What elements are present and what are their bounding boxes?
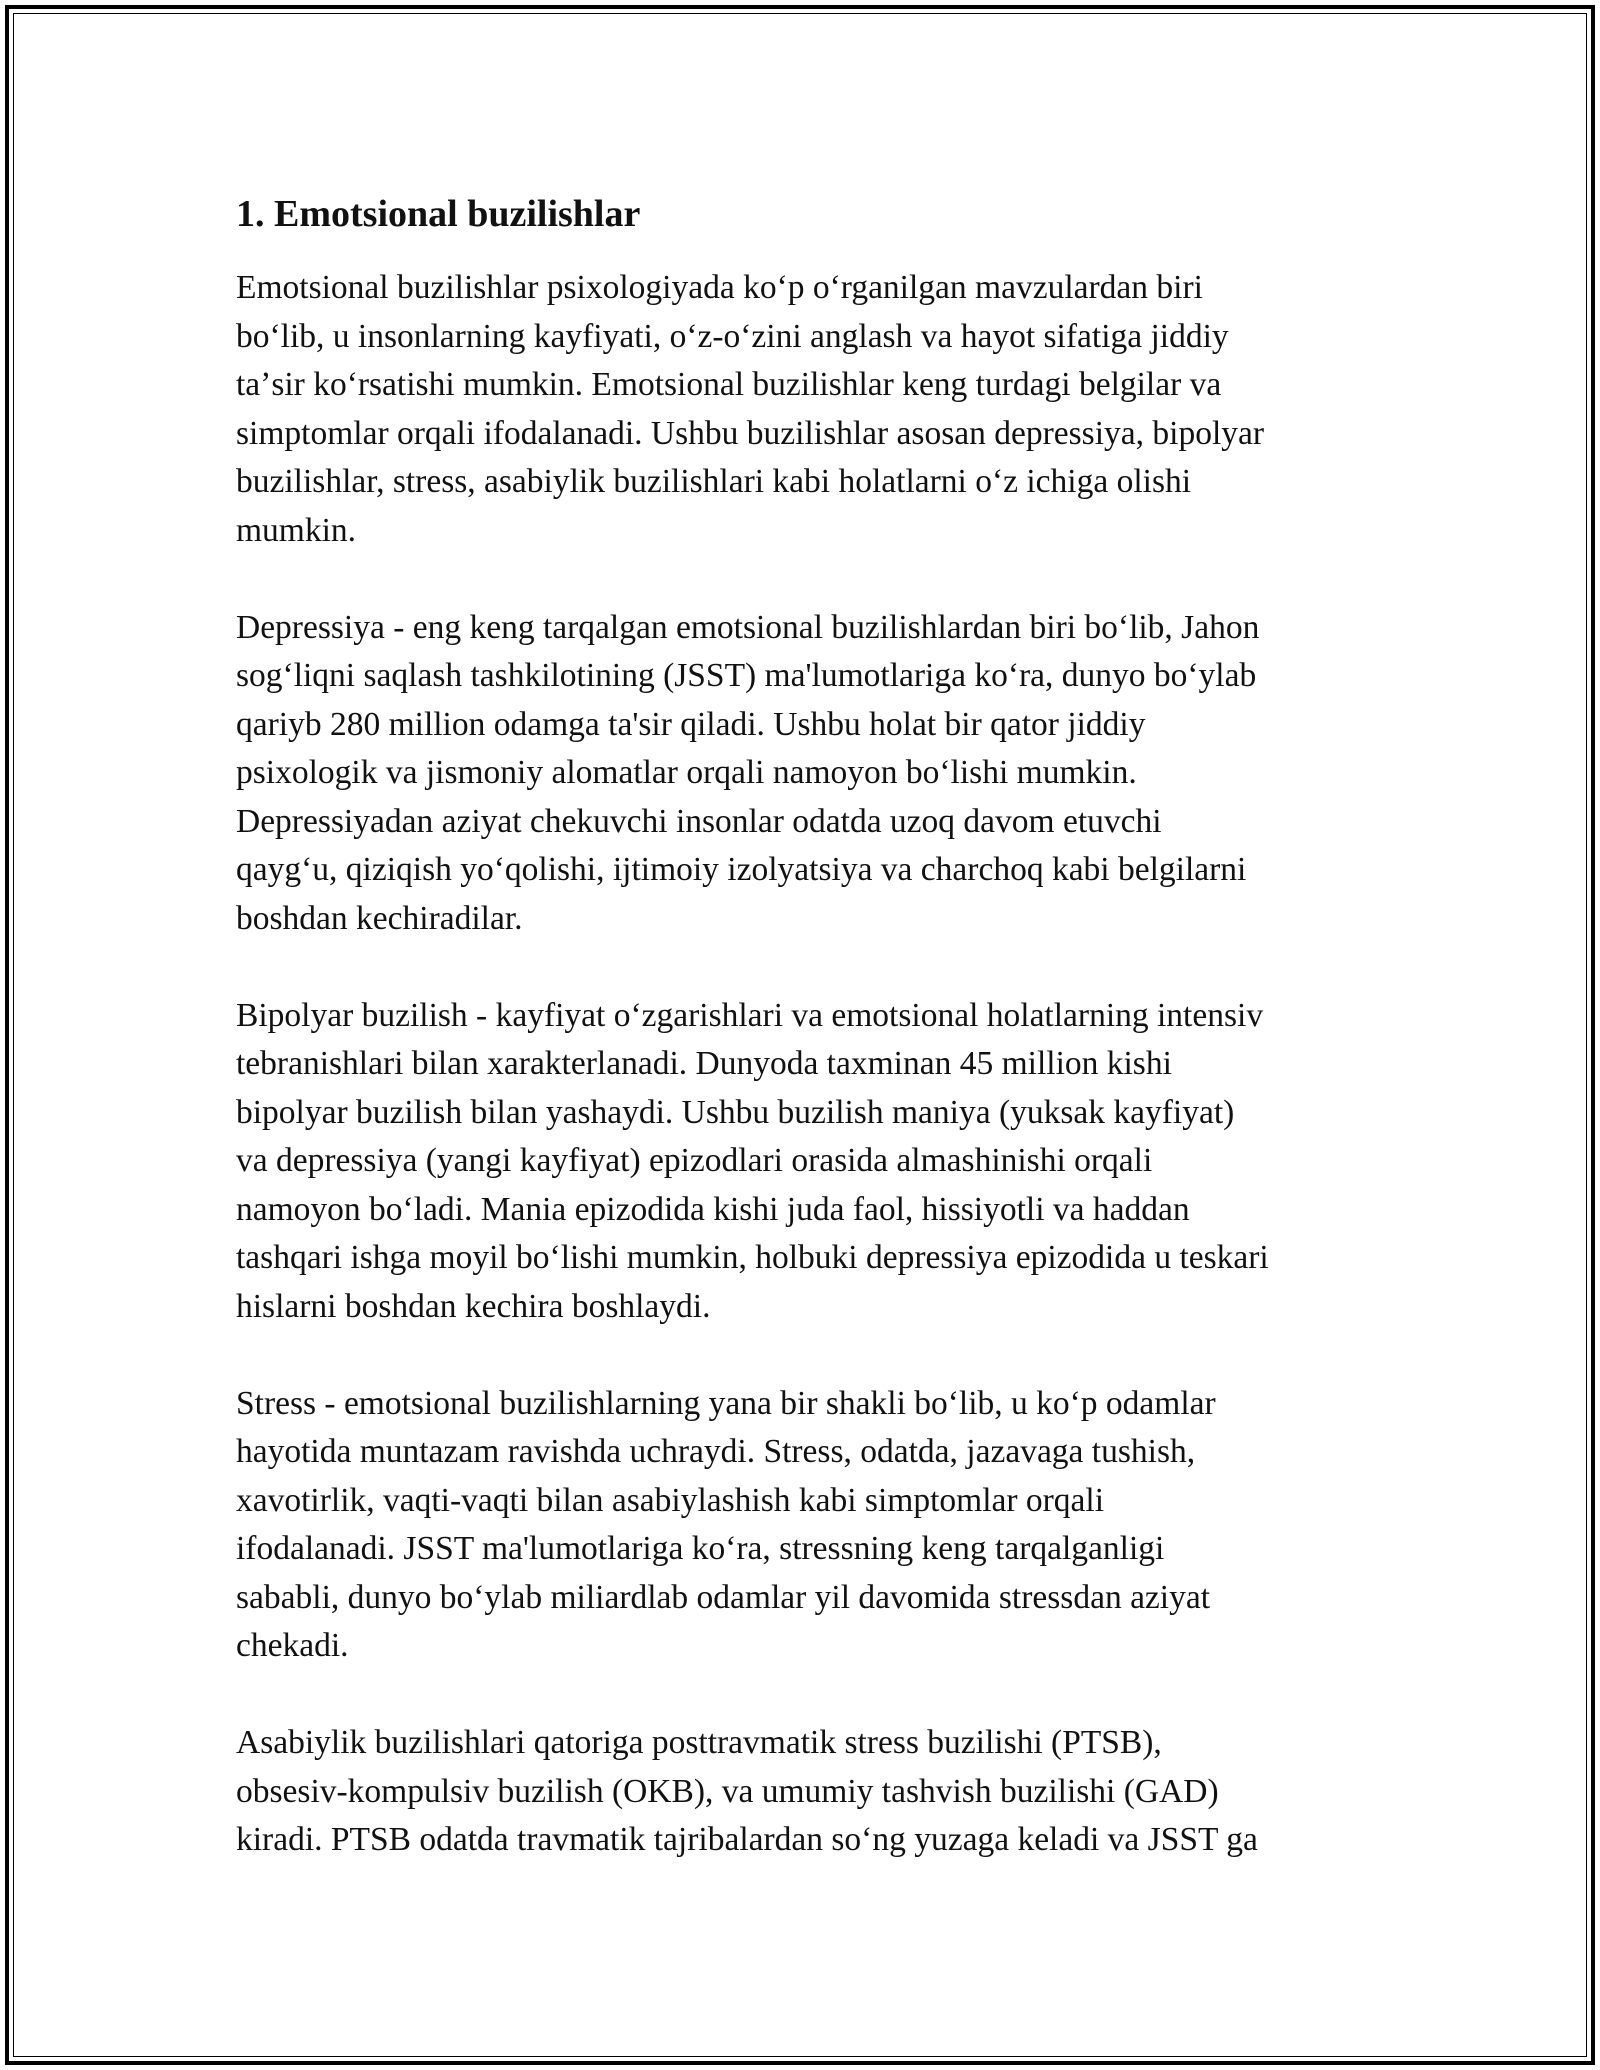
- paragraph-anxiety: Asabiylik buzilishlari qatoriga posttravmatik stress buzilishi (PTSB), obsesiv-kompulsiv buzilish (OKB), va umumiy tashvish buzilishi (GAD) kiradi. PTSB odatda travmatik tajribalardan soʻng yuzaga keladi va JSST ga: [236, 1724, 1258, 1858]
- section-heading: 1. Emotsional buzilishlar: [236, 193, 641, 235]
- paragraph-intro: Emotsional buzilishlar psixologiyada koʻp oʻrganilgan mavzulardan biri boʻlib, u insonlarning kayfiyati, oʻz-oʻzini anglash va hayot sifatiga jiddiy taʼsir koʻrsatishi mumkin. Emotsional buzilishlar keng turdagi belgilar va simptomlar orqali ifodalanadi. Ushbu buzilishlar asosan depressiya, bipolyar buzilishlar, stress, asabiylik buzilishlari kabi holatlarni oʻz ichiga olishi mumkin.: [236, 269, 1265, 549]
- paragraph-stress: Stress - emotsional buzilishlarning yana bir shakli boʻlib, u koʻp odamlar hayotida muntazam ravishda uchraydi. Stress, odatda, jazavaga tushish, xavotirlik, vaqti-vaqti bilan asabiylashish kabi simptomlar orqali ifodalanadi. JSST ma'lumotlariga koʻra, stressning keng tarqalganligi sababli, dunyo boʻylab miliardlab odamlar yil davomida stressdan aziyat chekadi.: [236, 1384, 1216, 1664]
- paragraph-bipolar: Bipolyar buzilish - kayfiyat oʻzgarishlari va emotsional holatlarning intensiv tebranishlari bilan xarakterlanadi. Dunyoda taxminan 45 million kishi bipolyar buzilish bilan yashaydi. Ushbu buzilish maniya (yuksak kayfiyat) va depressiya (yangi kayfiyat) epizodlari orasida almashinishi orqali namoyon boʻladi. Mania epizodida kishi juda faol, hissiyotli va haddan tashqari ishga moyil boʻlishi mumkin, holbuki depressiya epizodida u teskari hislarni boshdan kechira boshlaydi.: [236, 996, 1269, 1325]
- paragraph-depression: Depressiya - eng keng tarqalgan emotsional buzilishlardan biri boʻlib, Jahon sogʻliqni saqlash tashkilotining (JSST) ma'lumotlariga koʻra, dunyo boʻylab qariyb 280 million odamga ta'sir qiladi. Ushbu holat bir qator jiddiy psixologik va jismoniy alomatlar orqali namoyon boʻlishi mumkin. Depressiyadan aziyat chekuvchi insonlar odatda uzoq davom etuvchi qaygʻu, qiziqish yoʻqolishi, ijtimoiy izolyatsiya va charchoq kabi belgilarni boshdan kechiradilar.: [236, 608, 1260, 937]
- document-body: [236, 188, 1376, 1913]
